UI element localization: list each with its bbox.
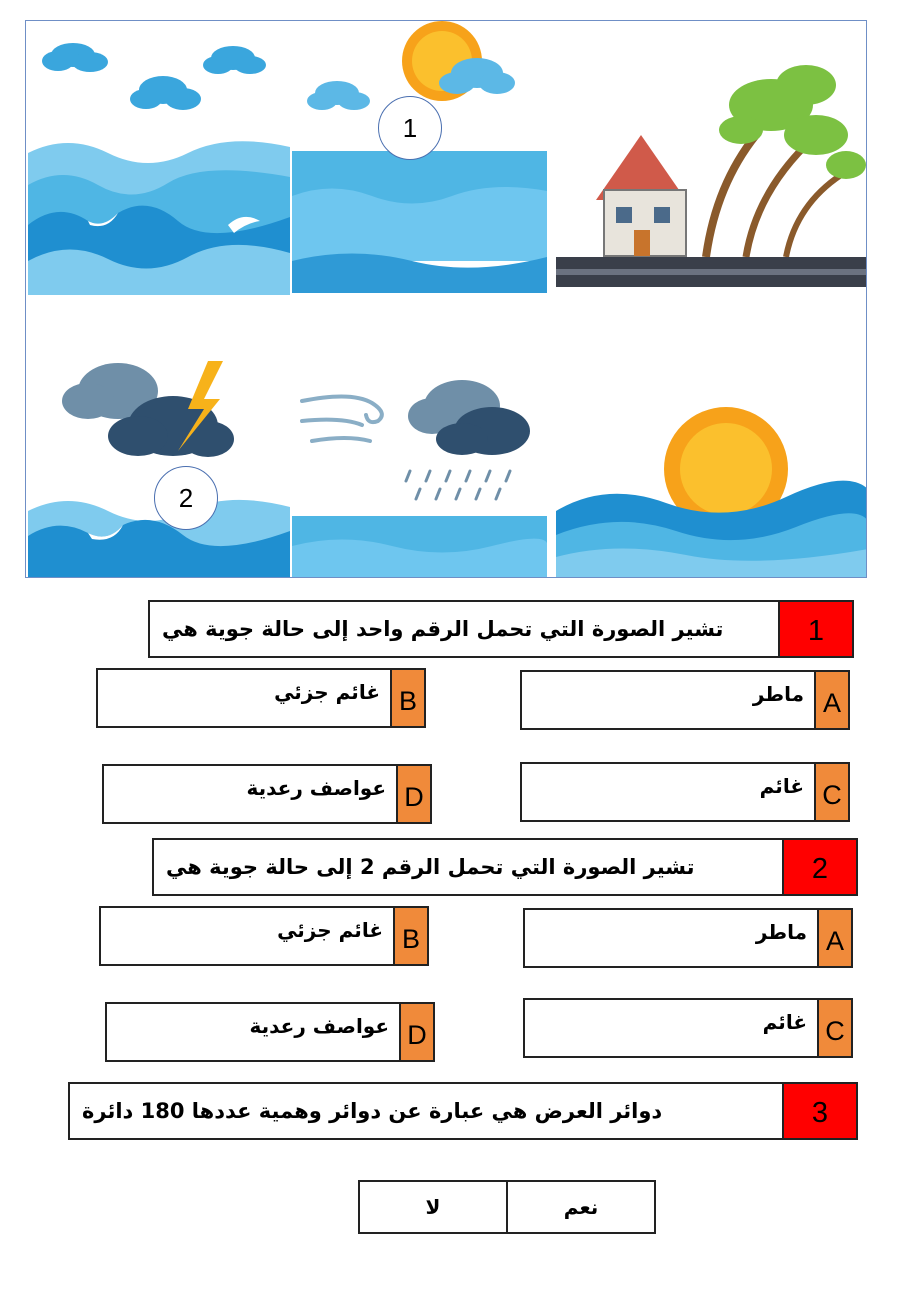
question-2-number: 2 (782, 840, 856, 894)
q1-option-a-text: ماطر (752, 682, 804, 706)
waves-icon (292, 151, 547, 293)
house-icon (596, 135, 686, 256)
question-3-number: 3 (782, 1084, 856, 1138)
question-2-bar (152, 838, 858, 896)
cloud-icon (42, 43, 266, 110)
q1-option-b-letter: B (390, 670, 424, 726)
windy-rain-sea-image (292, 321, 550, 578)
q1-option-b[interactable] (96, 668, 426, 728)
q2-option-b[interactable] (99, 906, 429, 966)
q2-option-d-letter: D (399, 1004, 433, 1060)
rain-cloud-icon (408, 380, 530, 455)
question-3-bar (68, 1082, 858, 1140)
answer-no[interactable]: لا (360, 1182, 508, 1232)
q2-option-d[interactable] (105, 1002, 435, 1062)
question-3-text: دوائر العرض هي عبارة عن دوائر وهمية عددها 180 دائرة (82, 1099, 663, 1123)
yes-no-table (358, 1180, 656, 1234)
q1-option-c-text: غائم (759, 774, 804, 798)
q1-option-a-letter: A (814, 672, 848, 728)
q2-option-d-text: عواصف رعدية (249, 1014, 389, 1038)
q1-option-c-letter: C (814, 764, 848, 820)
q2-option-c-text: غائم (762, 1010, 807, 1034)
weather-illustration-panel (25, 20, 867, 578)
q2-option-c[interactable] (523, 998, 853, 1058)
question-2-text: تشير الصورة التي تحمل الرقم 2 إلى حالة جوية هي (166, 855, 695, 879)
question-1-number: 1 (778, 602, 852, 656)
windy-house-image (556, 25, 867, 295)
q1-option-d[interactable] (102, 764, 432, 824)
q1-option-a[interactable] (520, 670, 850, 730)
q2-option-a-letter: A (817, 910, 851, 966)
q1-option-c[interactable] (520, 762, 850, 822)
question-1-text: تشير الصورة التي تحمل الرقم واحد إلى حالة جوية هي (162, 617, 724, 641)
q2-option-b-letter: B (393, 908, 427, 964)
wind-icon (302, 396, 382, 441)
sunny-sea-image (556, 321, 867, 578)
q1-option-b-text: غائم جزئي (274, 680, 380, 704)
q2-option-b-text: غائم جزئي (277, 918, 383, 942)
q2-option-a-text: ماطر (755, 920, 807, 944)
q1-option-d-letter: D (396, 766, 430, 822)
q2-option-c-letter: C (817, 1000, 851, 1056)
question-1-bar (148, 600, 854, 658)
image-marker-2: 2 (154, 466, 218, 530)
tree-icon (706, 65, 866, 257)
cloudy-rough-sea-image (28, 25, 290, 295)
thunderstorm-sea-image (28, 321, 290, 578)
q2-option-a[interactable] (523, 908, 853, 968)
waves-icon (28, 141, 290, 295)
rain-drops-icon (406, 471, 510, 499)
answer-yes[interactable]: نعم (563, 1195, 599, 1219)
image-marker-1: 1 (378, 96, 442, 160)
q1-option-d-text: عواصف رعدية (246, 776, 386, 800)
